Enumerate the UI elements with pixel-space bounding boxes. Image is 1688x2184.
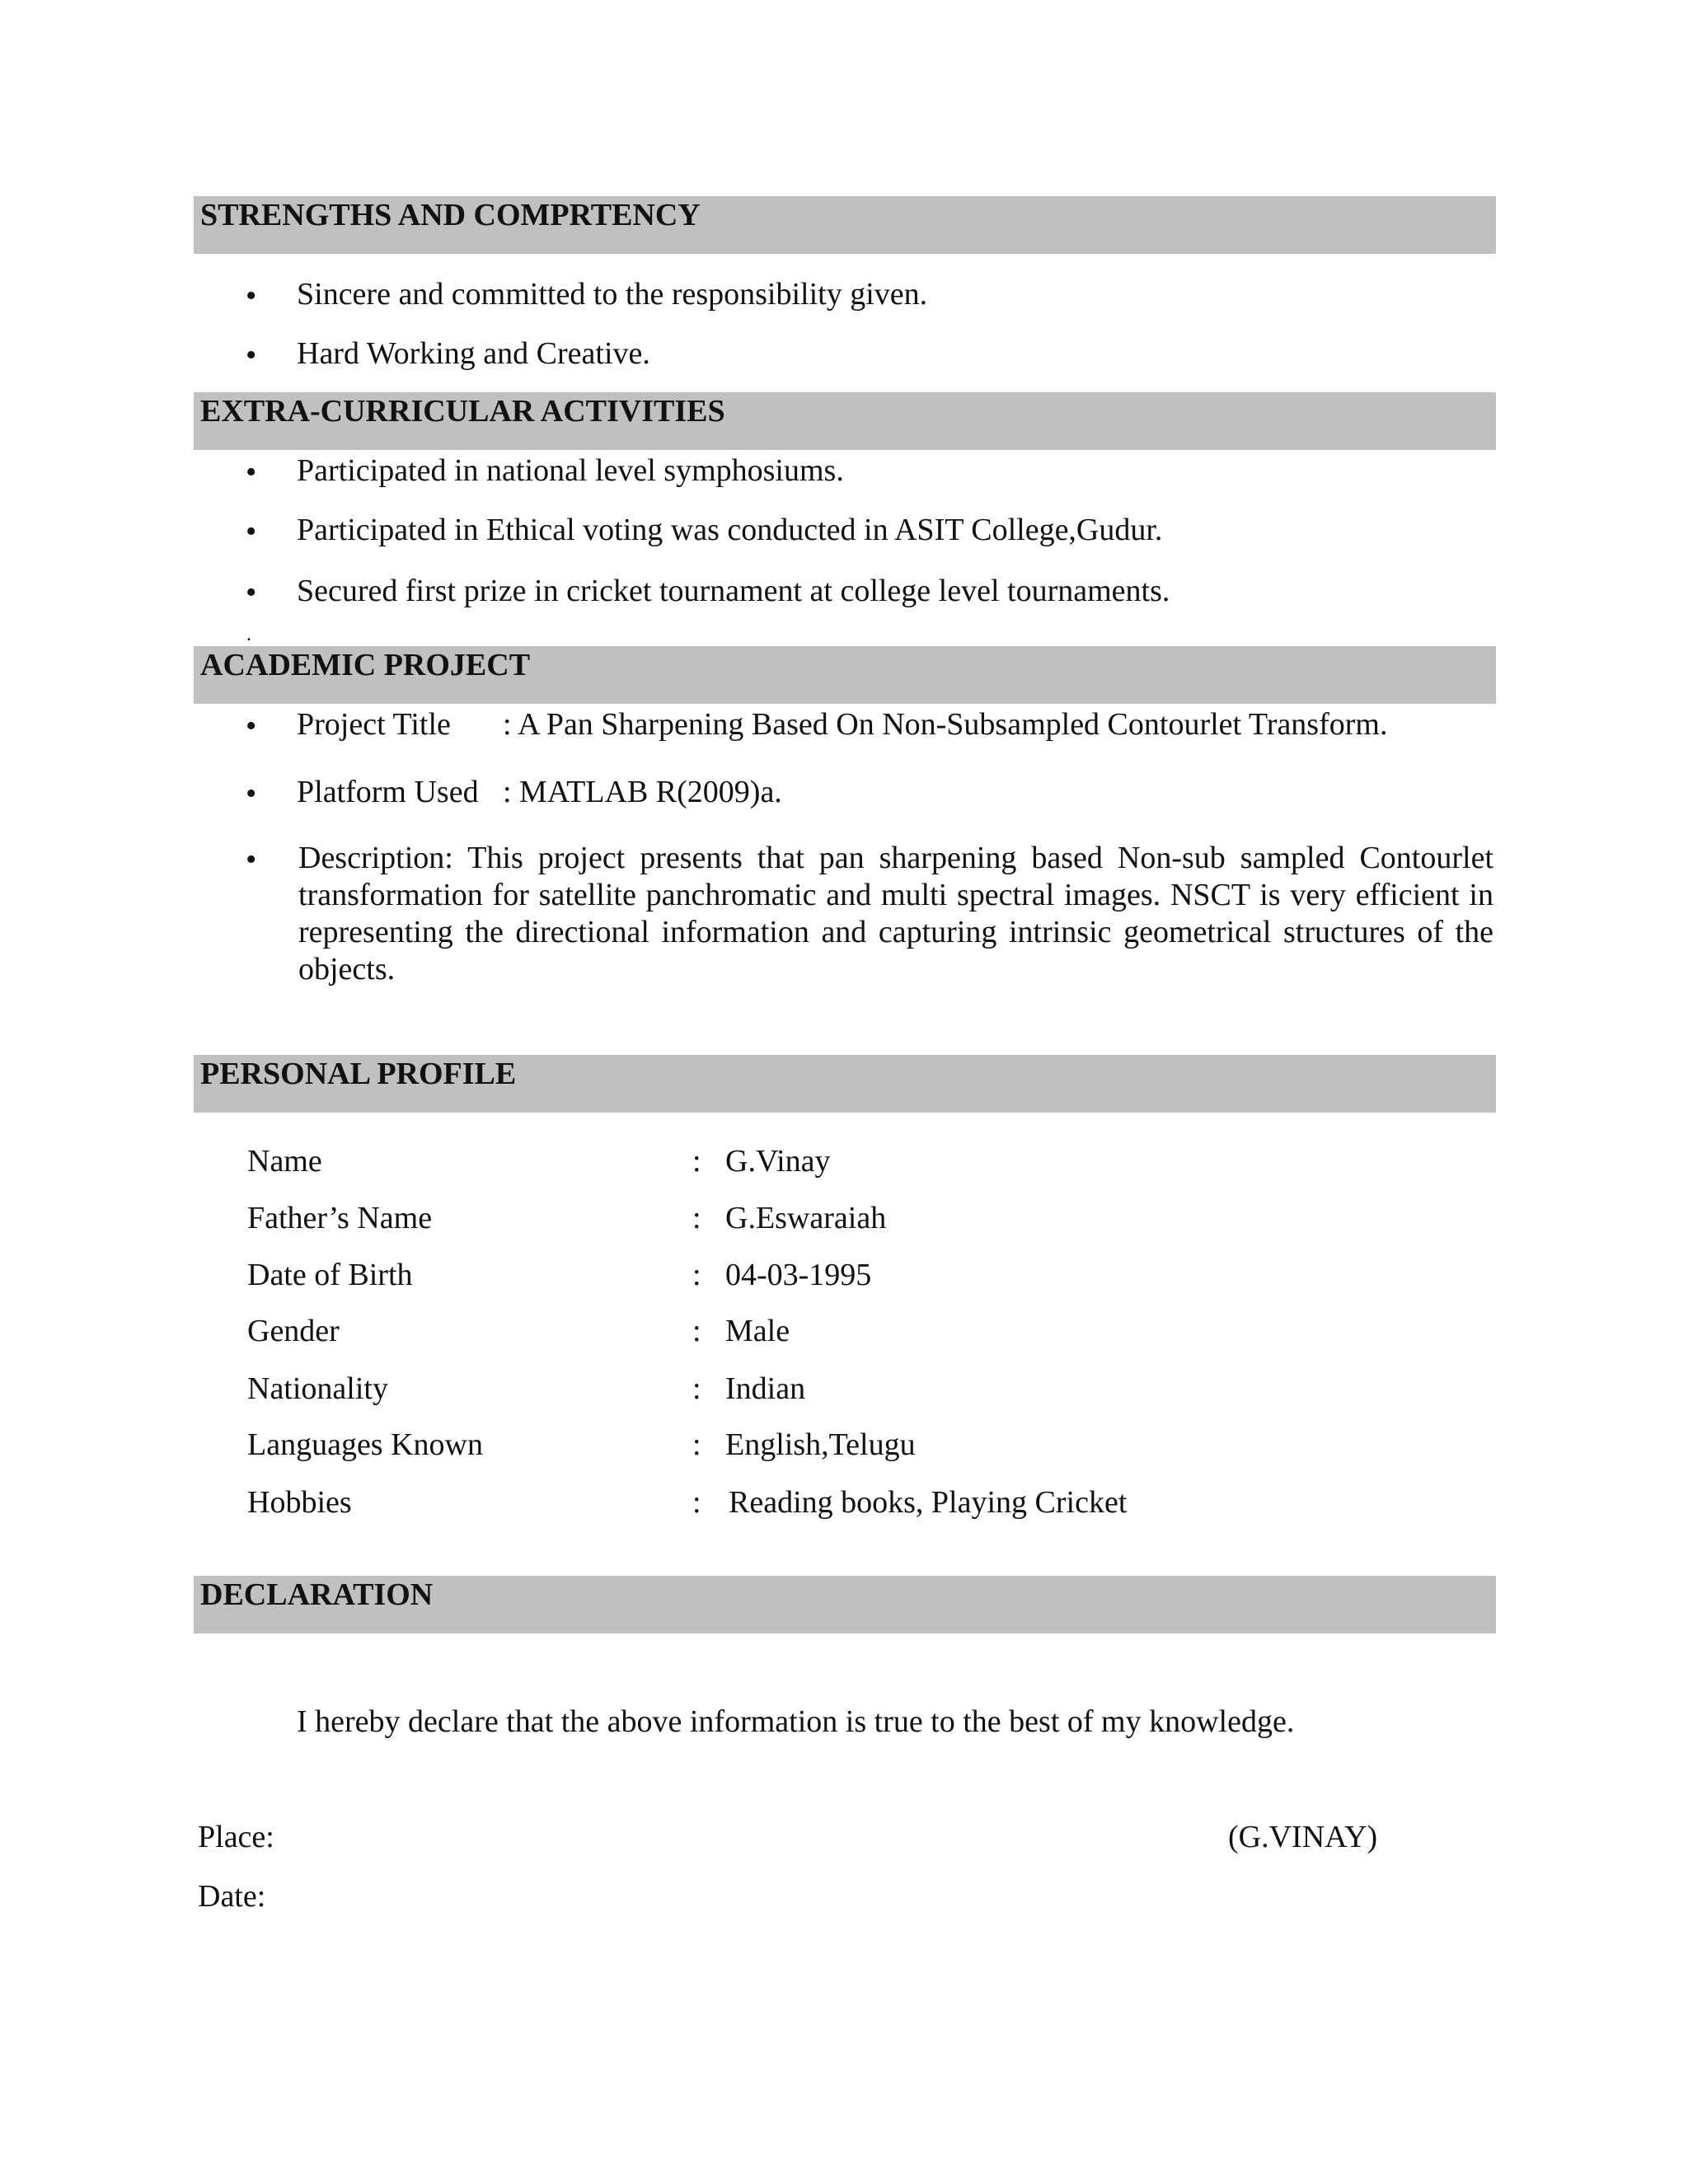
profile-label-dob: Date of Birth <box>247 1258 413 1292</box>
bullet-icon: • <box>246 514 257 549</box>
section-heading-personal-profile: PERSONAL PROFILE <box>194 1055 1496 1113</box>
profile-label-languages: Languages Known <box>247 1427 483 1462</box>
profile-label-gender: Gender <box>247 1314 340 1348</box>
profile-colon: : <box>692 1485 701 1520</box>
profile-value-father: G.Eswaraiah <box>725 1201 887 1235</box>
date-label: Date: <box>198 1879 266 1914</box>
bullet-icon: • <box>246 575 257 610</box>
platform-label: Platform Used <box>297 775 479 809</box>
profile-colon: : <box>692 1258 701 1292</box>
profile-colon: : <box>692 1314 701 1348</box>
profile-label-nationality: Nationality <box>247 1371 388 1406</box>
profile-colon: : <box>692 1427 701 1462</box>
bullet-icon: • <box>246 709 257 743</box>
profile-colon: : <box>692 1371 701 1406</box>
profile-value-name: G.Vinay <box>725 1144 831 1179</box>
profile-colon: : <box>692 1201 701 1235</box>
section-heading-strengths: STRENGTHS AND COMPRTENCY <box>194 196 1496 254</box>
place-label: Place: <box>198 1820 274 1854</box>
bullet-icon: • <box>246 338 257 373</box>
project-title-value: : A Pan Sharpening Based On Non-Subsampled Contourlet Transform. <box>503 707 1388 742</box>
profile-label-father: Father’s Name <box>247 1201 433 1235</box>
activity-item: Participated in national level symphosiums. <box>297 453 844 488</box>
bullet-icon: • <box>246 842 257 877</box>
bullet-icon: • <box>246 455 257 490</box>
activity-item: Secured first prize in cricket tournament at college level tournaments. <box>297 574 1170 608</box>
strength-item: Sincere and committed to the responsibility given. <box>297 277 928 312</box>
bullet-icon: • <box>246 279 257 313</box>
declaration-text: I hereby declare that the above information is true to the best of my knowledge. <box>297 1704 1295 1739</box>
activity-item: Participated in Ethical voting was conducted in ASIT College,Gudur. <box>297 513 1163 547</box>
project-description: Description: This project presents that pan sharpening based Non-sub sampled Contourlet transformation for satellite panchromatic and multi spectral images. NSCT is very efficient in representing the directional information and capturing intrinsic geometrical structures of the objects. <box>298 841 1493 987</box>
platform-value: : MATLAB R(2009)a. <box>503 775 782 809</box>
section-heading-extra-curricular: EXTRA-CURRICULAR ACTIVITIES <box>194 392 1496 450</box>
strength-item: Hard Working and Creative. <box>297 336 650 371</box>
stray-dot: . <box>246 624 251 645</box>
profile-value-nationality: Indian <box>725 1371 806 1406</box>
section-heading-declaration: DECLARATION <box>194 1576 1496 1633</box>
profile-colon: : <box>692 1144 701 1179</box>
project-title-label: Project Title <box>297 707 451 742</box>
profile-value-gender: Male <box>725 1314 790 1348</box>
profile-value-hobbies: Reading books, Playing Cricket <box>729 1485 1128 1520</box>
section-heading-academic-project: ACADEMIC PROJECT <box>194 646 1496 704</box>
signature-name: (G.VINAY) <box>1228 1820 1378 1854</box>
bullet-icon: • <box>246 776 257 811</box>
profile-value-languages: English,Telugu <box>725 1427 916 1462</box>
profile-value-dob: 04-03-1995 <box>725 1258 872 1292</box>
profile-label-hobbies: Hobbies <box>247 1485 352 1520</box>
profile-label-name: Name <box>247 1144 322 1179</box>
